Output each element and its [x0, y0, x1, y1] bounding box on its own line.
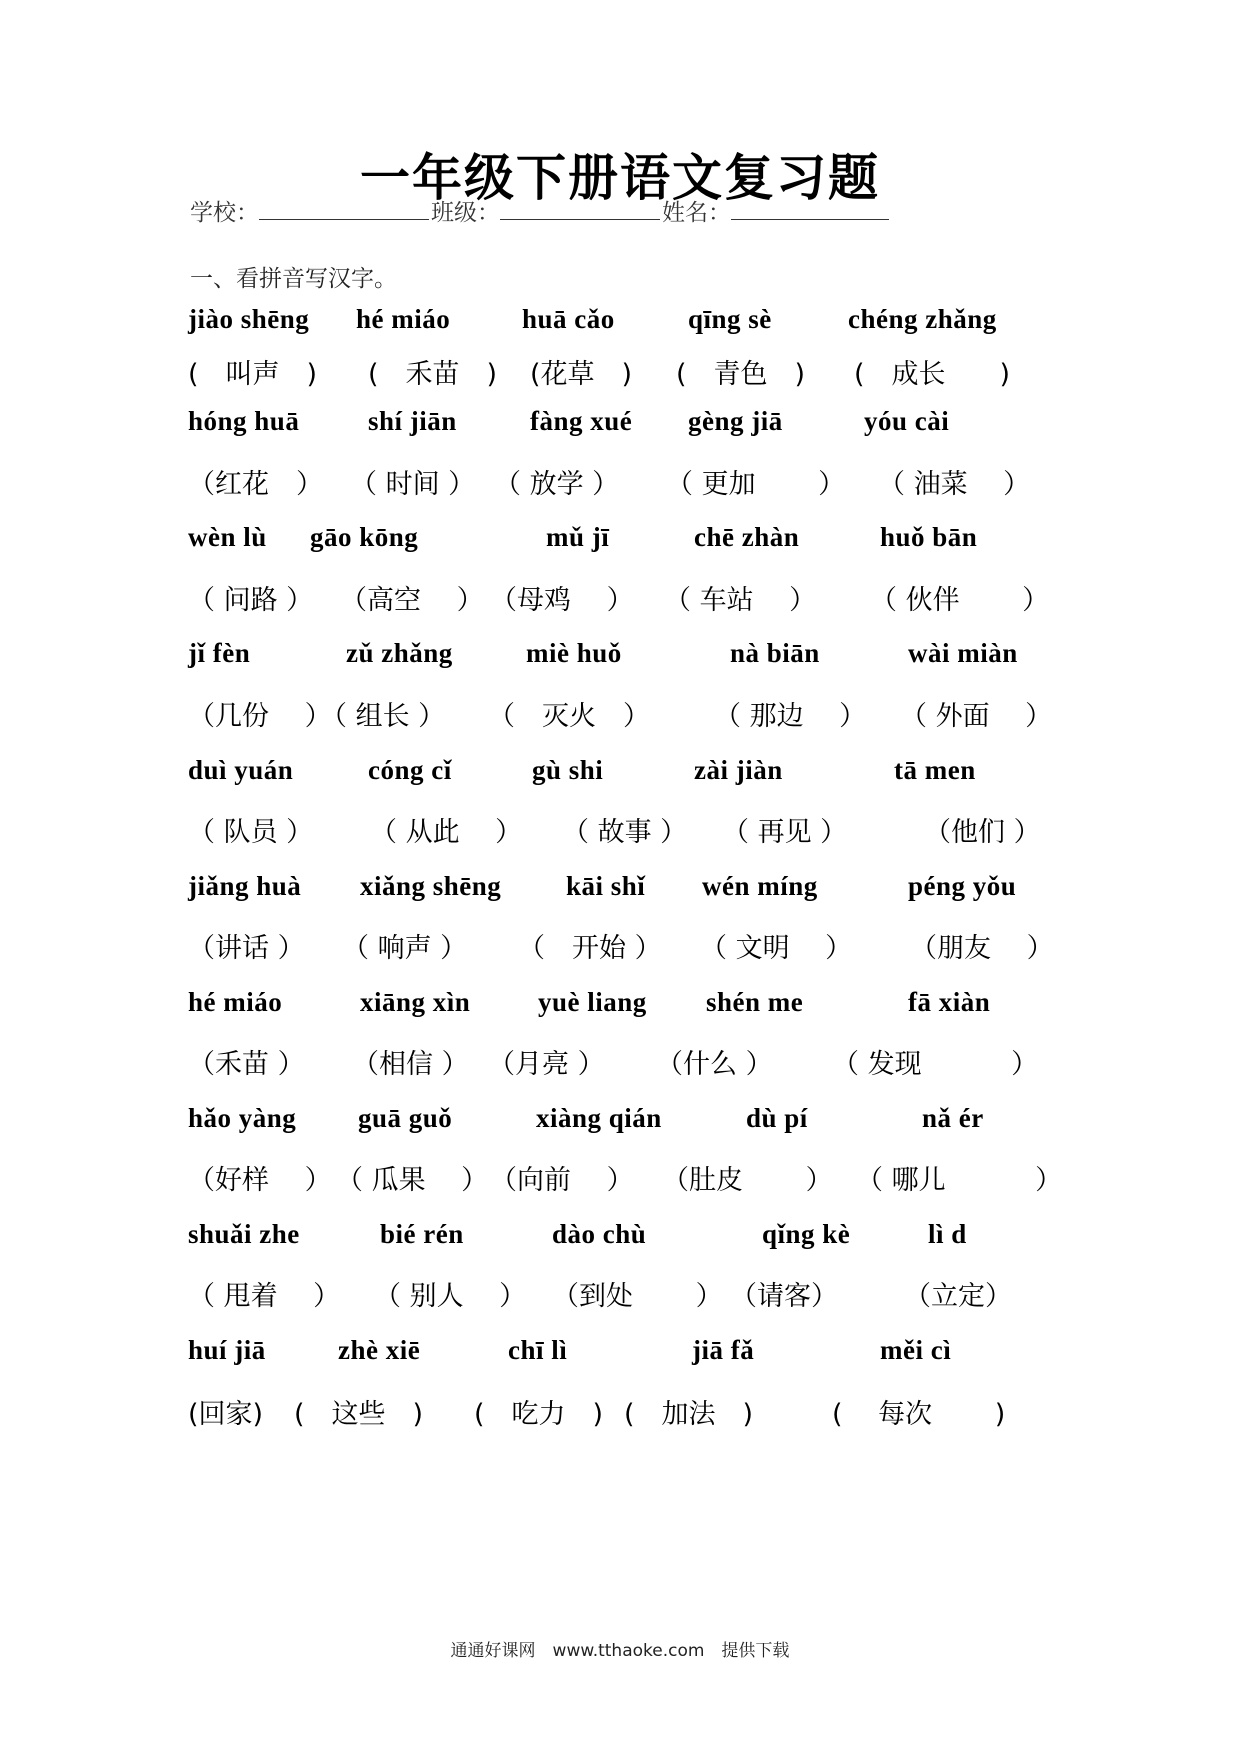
- pinyin-word: hóng huā: [188, 406, 300, 436]
- pinyin-word: zhè xiē: [338, 1335, 421, 1365]
- name-label: 姓名：: [662, 200, 731, 226]
- pinyin-word: qǐng kè: [762, 1219, 851, 1249]
- answer-box[interactable]: （什么 ）: [656, 1049, 773, 1080]
- pinyin-word: wèn lù: [188, 522, 267, 552]
- answer-box[interactable]: （ 问路 ）: [188, 585, 314, 616]
- answer-box[interactable]: ( 成长 ): [854, 359, 1011, 390]
- pinyin-word: měi cì: [880, 1335, 952, 1365]
- pinyin-word: lì d: [928, 1219, 967, 1249]
- pinyin-row: [0, 638, 1240, 678]
- school-blank: [259, 199, 429, 220]
- pinyin-row: [0, 406, 1240, 446]
- pinyin-word: shí jiān: [368, 406, 457, 436]
- pinyin-word: fā xiàn: [908, 987, 991, 1017]
- answer-row: [0, 926, 1240, 966]
- answer-box[interactable]: （肚皮 ）: [662, 1165, 833, 1196]
- answer-box[interactable]: （ 响声 ）: [342, 933, 468, 964]
- answer-box[interactable]: （红花 ）: [188, 469, 323, 500]
- pinyin-word: xiǎng shēng: [360, 871, 502, 901]
- answer-box[interactable]: （ 甩着 ）: [188, 1281, 341, 1312]
- pinyin-word: cóng cǐ: [368, 755, 452, 785]
- pinyin-word: hǎo yàng: [188, 1103, 297, 1133]
- answer-box[interactable]: （ 文明 ）: [700, 933, 853, 964]
- pinyin-word: jiā fǎ: [692, 1335, 755, 1365]
- answer-box[interactable]: （禾苗 ）: [188, 1049, 305, 1080]
- pinyin-word: nà biān: [730, 638, 820, 668]
- answer-box[interactable]: ( 吃力 ): [474, 1399, 604, 1430]
- pinyin-row: [0, 522, 1240, 562]
- pinyin-word: yóu cài: [864, 406, 950, 436]
- answer-box[interactable]: （ 外面 ）: [900, 701, 1053, 732]
- answer-box[interactable]: （朋友 ）: [910, 933, 1054, 964]
- pinyin-word: huǒ bān: [880, 522, 978, 552]
- pinyin-word: gèng jiā: [688, 406, 783, 436]
- answer-row: [0, 1392, 1240, 1432]
- pinyin-row: [0, 755, 1240, 795]
- answer-box[interactable]: （立定）: [904, 1281, 1012, 1312]
- answer-row: [0, 694, 1240, 734]
- answer-row: [0, 352, 1240, 392]
- pinyin-word: duì yuán: [188, 755, 294, 785]
- answer-box[interactable]: （请客）: [730, 1281, 838, 1312]
- pinyin-word: wài miàn: [908, 638, 1018, 668]
- pinyin-row: [0, 987, 1240, 1027]
- pinyin-word: huí jiā: [188, 1335, 266, 1365]
- pinyin-word: dù pí: [746, 1103, 808, 1133]
- pinyin-word: chéng zhǎng: [848, 304, 997, 334]
- answer-row: [0, 1158, 1240, 1198]
- pinyin-word: yuè liang: [538, 987, 647, 1017]
- pinyin-word: zài jiàn: [694, 755, 783, 785]
- pinyin-word: péng yǒu: [908, 871, 1017, 901]
- answer-box[interactable]: （ 油菜 ）: [878, 469, 1031, 500]
- answer-row: [0, 462, 1240, 502]
- pinyin-word: jiǎng huà: [188, 871, 302, 901]
- student-info-line: [190, 194, 891, 227]
- answer-box[interactable]: （ 组长 ）: [320, 701, 446, 732]
- answer-box[interactable]: ( 这些 ): [294, 1399, 424, 1430]
- pinyin-word: guā guǒ: [358, 1103, 453, 1133]
- answer-box[interactable]: （ 时间 ）: [350, 469, 476, 500]
- answer-box[interactable]: （ 别人 ）: [374, 1281, 527, 1312]
- answer-box[interactable]: （ 瓜果 ）: [336, 1165, 489, 1196]
- answer-box[interactable]: （母鸡 ）: [490, 585, 634, 616]
- pinyin-word: wén míng: [702, 871, 818, 901]
- pinyin-row: [0, 1335, 1240, 1375]
- answer-box[interactable]: （ 开始 ）: [518, 933, 662, 964]
- answer-box[interactable]: （到处 ）: [552, 1281, 723, 1312]
- answer-box[interactable]: （他们 ）: [924, 817, 1041, 848]
- pinyin-row: [0, 304, 1240, 344]
- answer-box[interactable]: （ 哪儿 ）: [856, 1165, 1063, 1196]
- pinyin-row: [0, 871, 1240, 911]
- answer-box[interactable]: （ 那边 ）: [714, 701, 867, 732]
- answer-box[interactable]: ( 加法 ): [624, 1399, 754, 1430]
- page-title: 一年级下册语文复习题: [360, 148, 880, 207]
- pinyin-word: miè huǒ: [526, 638, 622, 668]
- answer-box[interactable]: （高空 ）: [340, 585, 484, 616]
- pinyin-word: gāo kōng: [310, 522, 419, 552]
- pinyin-word: shén me: [706, 987, 804, 1017]
- pinyin-word: jiào shēng: [188, 304, 310, 334]
- answer-box[interactable]: （ 更加 ）: [666, 469, 846, 500]
- class-label: 班级：: [431, 200, 500, 226]
- pinyin-word: shuǎi zhe: [188, 1219, 300, 1249]
- pinyin-row: [0, 1219, 1240, 1259]
- pinyin-word: hé miáo: [356, 304, 451, 334]
- answer-box[interactable]: （ 故事 ）: [562, 817, 688, 848]
- answer-box[interactable]: （ 队员 ）: [188, 817, 314, 848]
- school-label: 学校：: [190, 200, 259, 226]
- class-blank: [500, 199, 660, 220]
- pinyin-word: zǔ zhǎng: [346, 638, 453, 668]
- pinyin-word: dào chù: [552, 1219, 647, 1249]
- answer-box[interactable]: （ 发现 ）: [832, 1049, 1039, 1080]
- pinyin-word: tā men: [894, 755, 976, 785]
- answer-box[interactable]: （ 从此 ）: [370, 817, 523, 848]
- answer-row: [0, 1274, 1240, 1314]
- answer-box[interactable]: （讲话 ）: [188, 933, 305, 964]
- answer-box[interactable]: （几份 ）: [188, 701, 332, 732]
- answer-row: [0, 810, 1240, 850]
- answer-box[interactable]: （相信 ）: [352, 1049, 469, 1080]
- answer-box[interactable]: ( 禾苗 ): [368, 359, 498, 390]
- pinyin-word: xiàng qián: [536, 1103, 662, 1133]
- pinyin-word: kāi shǐ: [566, 871, 646, 901]
- pinyin-row: [0, 1103, 1240, 1143]
- answer-box[interactable]: （好样 ）: [188, 1165, 332, 1196]
- answer-box[interactable]: （ 伙伴 ）: [870, 585, 1050, 616]
- pinyin-word: jǐ fèn: [188, 638, 251, 668]
- pinyin-word: fàng xué: [530, 406, 633, 436]
- pinyin-word: chē zhàn: [694, 522, 800, 552]
- answer-row: [0, 578, 1240, 618]
- answer-box[interactable]: （月亮 ）: [488, 1049, 605, 1080]
- answer-box[interactable]: （向前 ）: [490, 1165, 634, 1196]
- pinyin-word: xiāng xìn: [360, 987, 471, 1017]
- answer-box[interactable]: ( 叫声 ): [188, 359, 318, 390]
- answer-box[interactable]: ( 青色 ): [676, 359, 806, 390]
- answer-box[interactable]: （ 灭火 ）: [488, 701, 650, 732]
- answer-box[interactable]: （ 再见 ）: [722, 817, 848, 848]
- pinyin-word: hé miáo: [188, 987, 283, 1017]
- answer-box[interactable]: (花草 ): [530, 359, 633, 390]
- pinyin-word: bié rén: [380, 1219, 464, 1249]
- footer-credit: 通通好课网 www.tthaoke.com 提供下载: [450, 1641, 790, 1661]
- answer-box[interactable]: (回家): [188, 1399, 264, 1430]
- answer-box[interactable]: （ 车站 ）: [664, 585, 817, 616]
- pinyin-word: mǔ jī: [546, 522, 610, 552]
- pinyin-word: huā cǎo: [522, 304, 615, 334]
- answer-row: [0, 1042, 1240, 1082]
- pinyin-word: gù shi: [532, 755, 604, 785]
- pinyin-word: nǎ ér: [922, 1103, 984, 1133]
- answer-box[interactable]: （ 放学 ）: [494, 469, 620, 500]
- pinyin-word: qīng sè: [688, 304, 772, 334]
- name-blank: [731, 199, 889, 220]
- answer-box[interactable]: ( 每次 ): [832, 1399, 1006, 1430]
- pinyin-word: chī lì: [508, 1335, 568, 1365]
- section-heading: 一、看拼音写汉字。: [190, 266, 397, 292]
